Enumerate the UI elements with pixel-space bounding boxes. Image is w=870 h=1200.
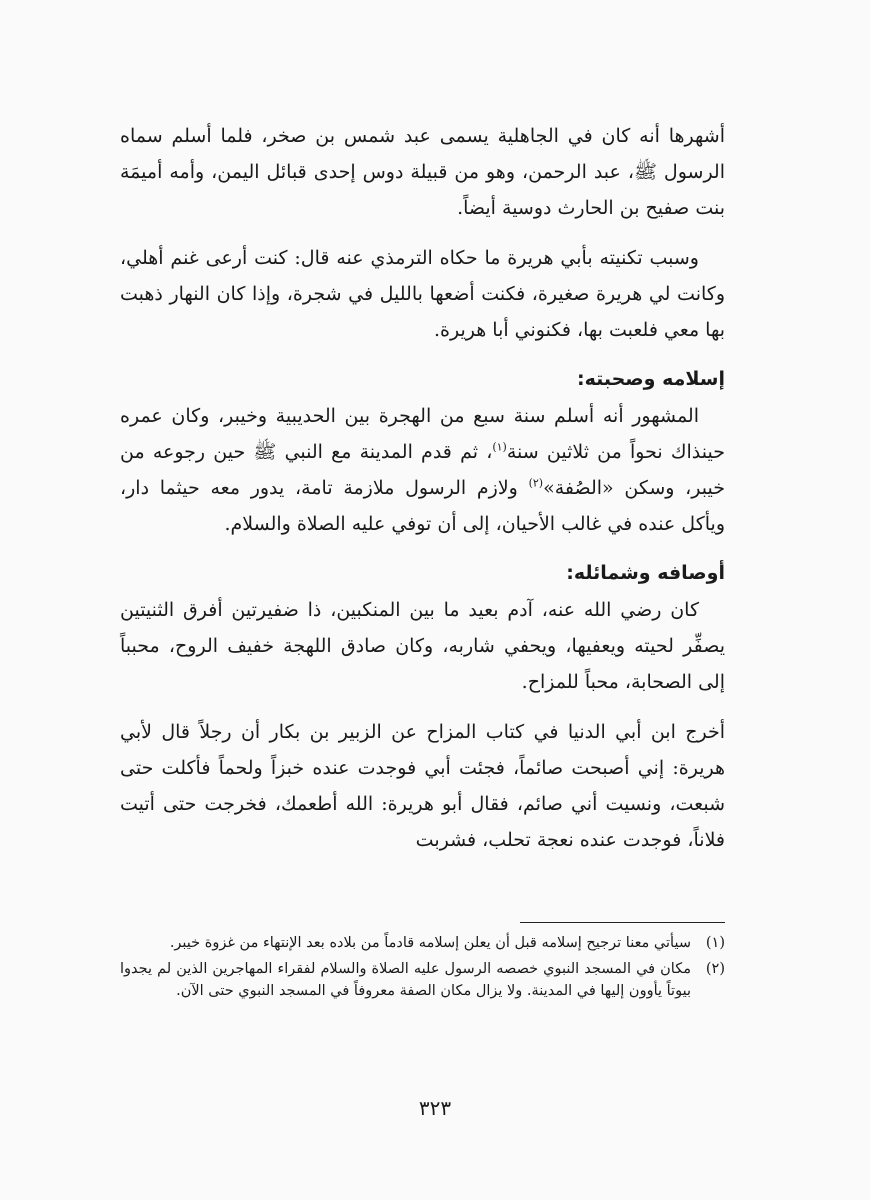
- footnote-text: سيأتي معنا ترجيح إسلامه قبل أن يعلن إسلامه قادماً من بلاده بعد الإنتهاء من غزوة خيبر.: [169, 935, 691, 951]
- footnote-divider: [520, 922, 725, 923]
- heading-islam-companionship: إسلامه وصحبته:: [576, 368, 725, 390]
- paragraph-description: كان رضي الله عنه، آدم بعيد ما بين المنكبين، ذا ضفيرتين أفرق الثنيتين يصفِّر لحيته ويعفيها، ويحفي شاربه، وكان صادق اللهجة خفيف الروح، محبباً إلى الصحابة، محباً للمزاح.: [120, 599, 725, 693]
- page-number: ٣٢٣: [418, 1096, 452, 1120]
- footnote-ref-1[interactable]: (١): [492, 440, 507, 454]
- footnote-2: [120, 958, 725, 1002]
- paragraph-anecdote: أخرج ابن أبي الدنيا في كتاب المزاح عن الزبير بن بكار أن رجلاً قال لأبي هريرة: إني أصبحت صائماً، فجئت أبي فوجدت عنده خبزاً ولحماً فأكلت حتى شبعت، ونسيت أني صائم، فقال أبو هريرة: الله أطعمك، فخرجت حتى أتيت فلاناً، فوجدت عنده نعجة تحلب، فشربت: [120, 721, 725, 851]
- paragraph-name-origin: أشهرها أنه كان في الجاهلية يسمى عبد شمس بن صخر، فلما أسلم سماه الرسول ﷺ، عبد الرحمن، وهو من قبيلة دوس إحدى قبائل اليمن، وأمه أميمَة بنت صفيح بن الحارث دوسية أيضاً.: [120, 125, 725, 219]
- heading-description-traits: أوصافه وشمائله:: [566, 562, 725, 584]
- footnotes: [120, 932, 725, 1006]
- footnote-number: (١): [705, 935, 725, 951]
- paragraph-islam-part-a: المشهور أنه أسلم سنة سبع من الهجرة بين الحديبية وخيبر، وكان عمره حينذاك نحواً من ثلاثين سنة: [120, 405, 725, 463]
- footnote-text: مكان في المسجد النبوي خصصه الرسول عليه الصلاة والسلام لفقراء المهاجرين الذين لم يجدوا بيوتاً يأوون إليها في المدينة. ولا يزال مكان الصفة معروفاً في المسجد النبوي حتى الآن.: [120, 961, 691, 999]
- paragraph-islam: [120, 398, 725, 542]
- main-text: [120, 118, 725, 872]
- footnote-ref-2[interactable]: (٢): [528, 476, 544, 490]
- footnote-number: (٢): [705, 961, 725, 977]
- paragraph-kunya-reason: وسبب تكنيته بأبي هريرة ما حكاه الترمذي عنه قال: كنت أرعى غنم أهلي، وكانت لي هريرة صغيرة، فكنت أضعها بالليل في شجرة، وإذا كان النهار ذهبت بها معي فلعبت بها، فكنوني أبا هريرة.: [120, 247, 725, 341]
- footnote-1: [120, 932, 725, 954]
- paragraph-islam-part-c: ولازم الرسول ملازمة تامة، يدور معه حيثما دار، ويأكل عنده في غالب الأحيان، إلى أن توفي عليه الصلاة والسلام.: [120, 477, 725, 535]
- paragraph-islam-part-b: ، ثم قدم المدينة مع النبي ﷺ حين رجوعه من خيبر، وسكن «الصُفة»: [120, 441, 725, 499]
